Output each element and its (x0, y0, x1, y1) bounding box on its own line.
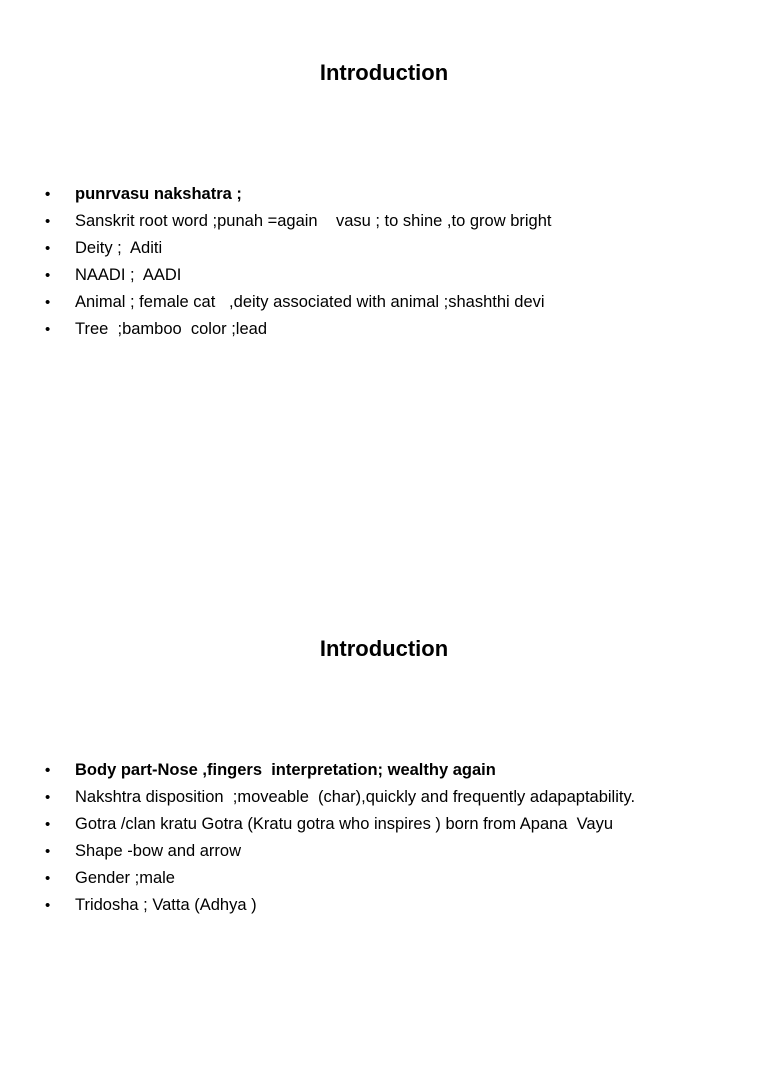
slide-title: Introduction (319, 60, 449, 85)
bullet-list (0, 757, 740, 919)
bullet-dot: • (45, 186, 51, 203)
bullet-text: Tree ;bamboo color ;lead (75, 320, 267, 338)
bullet-dot: • (45, 816, 51, 833)
bullet-text: Animal ; female cat ,deity associated with animal ;shashthi devi (75, 293, 545, 311)
bullet-dot: • (45, 294, 51, 311)
bullet-item (0, 235, 740, 262)
bullet-dot: • (45, 240, 51, 257)
bullet-item (0, 784, 740, 811)
bullet-dot: • (45, 213, 51, 230)
bullet-item (0, 757, 740, 784)
bullet-item (0, 838, 740, 865)
bullet-text: Shape -bow and arrow (75, 842, 242, 860)
slide-title: Introduction (319, 636, 449, 661)
bullet-item (0, 181, 740, 208)
bullet-text: Tridosha ; Vatta (Adhya ) (75, 896, 257, 914)
bullet-text: Sanskrit root word ;punah =again vasu ; to shine ,to grow bright (75, 212, 552, 230)
bullet-dot: • (45, 762, 51, 779)
bullet-item (0, 262, 740, 289)
bullet-dot: • (45, 870, 51, 887)
slide-2 (0, 576, 768, 1088)
bullet-item (0, 316, 740, 343)
bullet-text: Nakshtra disposition ;moveable (char),quickly and frequently adapaptability. (75, 788, 636, 806)
bullet-dot: • (45, 897, 51, 914)
bullet-item (0, 811, 740, 838)
bullet-item (0, 892, 740, 919)
bullet-text: punrvasu nakshatra ; (75, 185, 242, 203)
bullet-text: Body part-Nose ,fingers interpretation; wealthy again (75, 761, 496, 779)
bullet-dot: • (45, 843, 51, 860)
bullet-dot: • (45, 321, 51, 338)
slide-1 (0, 0, 768, 512)
bullet-dot: • (45, 267, 51, 284)
bullet-item (0, 208, 740, 235)
bullet-text: Gotra /clan kratu Gotra (Kratu gotra who inspires ) born from Apana Vayu (75, 815, 614, 833)
bullet-dot: • (45, 789, 51, 806)
bullet-list (0, 181, 740, 343)
bullet-text: NAADI ; AADI (75, 266, 182, 284)
bullet-item (0, 289, 740, 316)
bullet-text: Gender ;male (75, 869, 175, 887)
bullet-item (0, 865, 740, 892)
bullet-text: Deity ; Aditi (75, 239, 163, 257)
